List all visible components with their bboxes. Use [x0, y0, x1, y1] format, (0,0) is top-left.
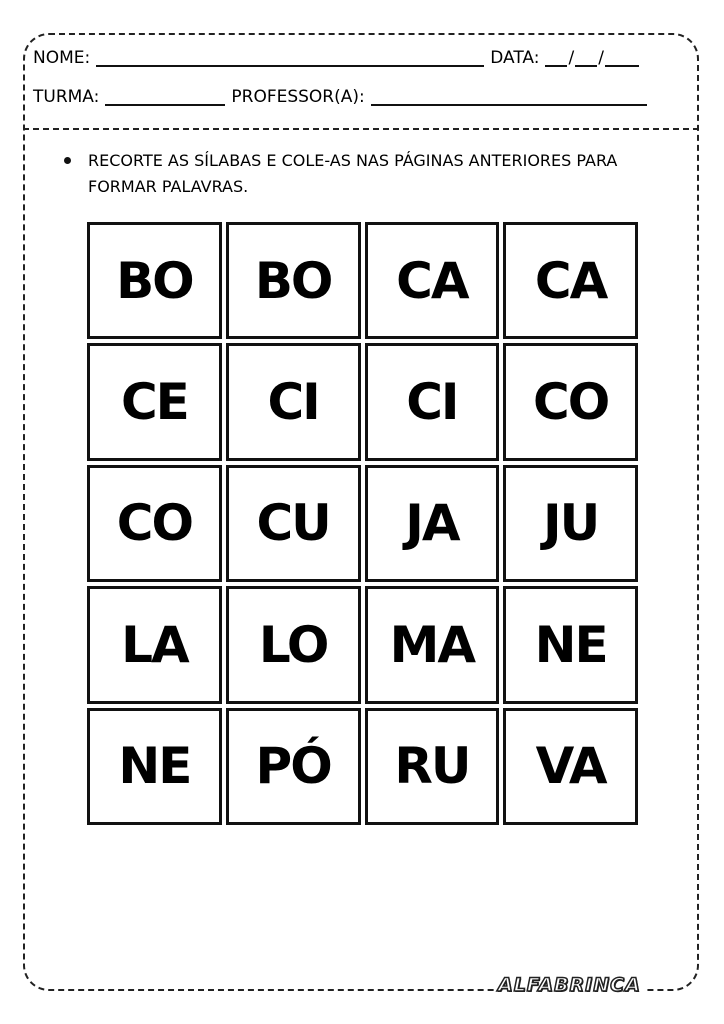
syllable-text: LA [121, 615, 188, 674]
syllable-card[interactable] [226, 222, 361, 339]
syllable-card[interactable] [87, 222, 222, 339]
date-month-field[interactable] [575, 49, 597, 67]
syllable-card[interactable] [503, 465, 638, 582]
syllable-card[interactable] [226, 708, 361, 825]
syllable-text: NE [534, 615, 607, 674]
instruction-text: RECORTE AS SÍLABAS E COLE-AS NAS PÁGINAS ANTERIORES PARA FORMAR PALAVRAS. [88, 151, 618, 196]
syllable-text: CA [534, 251, 607, 310]
syllable-text: CA [396, 251, 468, 310]
teacher-label: PROFESSOR(A): [231, 87, 365, 107]
syllable-text: BO [254, 251, 332, 310]
syllable-card[interactable] [87, 343, 222, 460]
alfabrinca-logo: ALFABRINCA [494, 974, 645, 996]
syllable-text: CI [406, 373, 458, 432]
syllable-card[interactable] [365, 465, 500, 582]
syllable-text: JA [405, 494, 459, 553]
syllable-text: CU [256, 494, 330, 553]
date-year-field[interactable] [605, 49, 639, 67]
syllable-card[interactable] [87, 586, 222, 703]
syllable-card[interactable] [226, 586, 361, 703]
syllable-grid [87, 222, 638, 825]
syllable-card[interactable] [365, 343, 500, 460]
syllable-text: CI [267, 373, 319, 432]
date-field[interactable] [545, 48, 638, 68]
name-label: NOME: [33, 48, 91, 68]
bullet-icon [64, 157, 71, 164]
syllable-text: NE [118, 737, 191, 796]
syllable-card[interactable] [503, 586, 638, 703]
syllable-text: CO [533, 373, 609, 432]
class-label: TURMA: [33, 87, 100, 107]
syllable-card[interactable] [365, 222, 500, 339]
teacher-field[interactable] [371, 88, 647, 106]
syllable-card[interactable] [503, 708, 638, 825]
header-row-name-date [33, 48, 639, 68]
date-separator: / [568, 48, 575, 68]
syllable-text: VA [535, 737, 606, 796]
syllable-text: JU [543, 494, 599, 553]
header-row-class-teacher [33, 87, 651, 107]
syllable-card[interactable] [365, 586, 500, 703]
instruction [66, 148, 666, 200]
date-label: DATA: [490, 48, 540, 68]
syllable-text: RU [394, 737, 470, 796]
class-field[interactable] [105, 88, 225, 106]
syllable-card[interactable] [226, 465, 361, 582]
syllable-card[interactable] [87, 708, 222, 825]
syllable-card[interactable] [87, 465, 222, 582]
syllable-text: LO [258, 615, 328, 674]
date-separator: / [598, 48, 604, 68]
syllable-text: PÓ [255, 737, 331, 796]
syllable-text: CO [116, 494, 192, 553]
syllable-text: CE [120, 373, 188, 432]
syllable-card[interactable] [503, 343, 638, 460]
syllable-text: BO [116, 251, 193, 310]
name-field[interactable] [96, 49, 484, 67]
syllable-text: MA [389, 615, 475, 674]
syllable-card[interactable] [503, 222, 638, 339]
date-day-field[interactable] [545, 49, 567, 67]
syllable-card[interactable] [365, 708, 500, 825]
syllable-card[interactable] [226, 343, 361, 460]
